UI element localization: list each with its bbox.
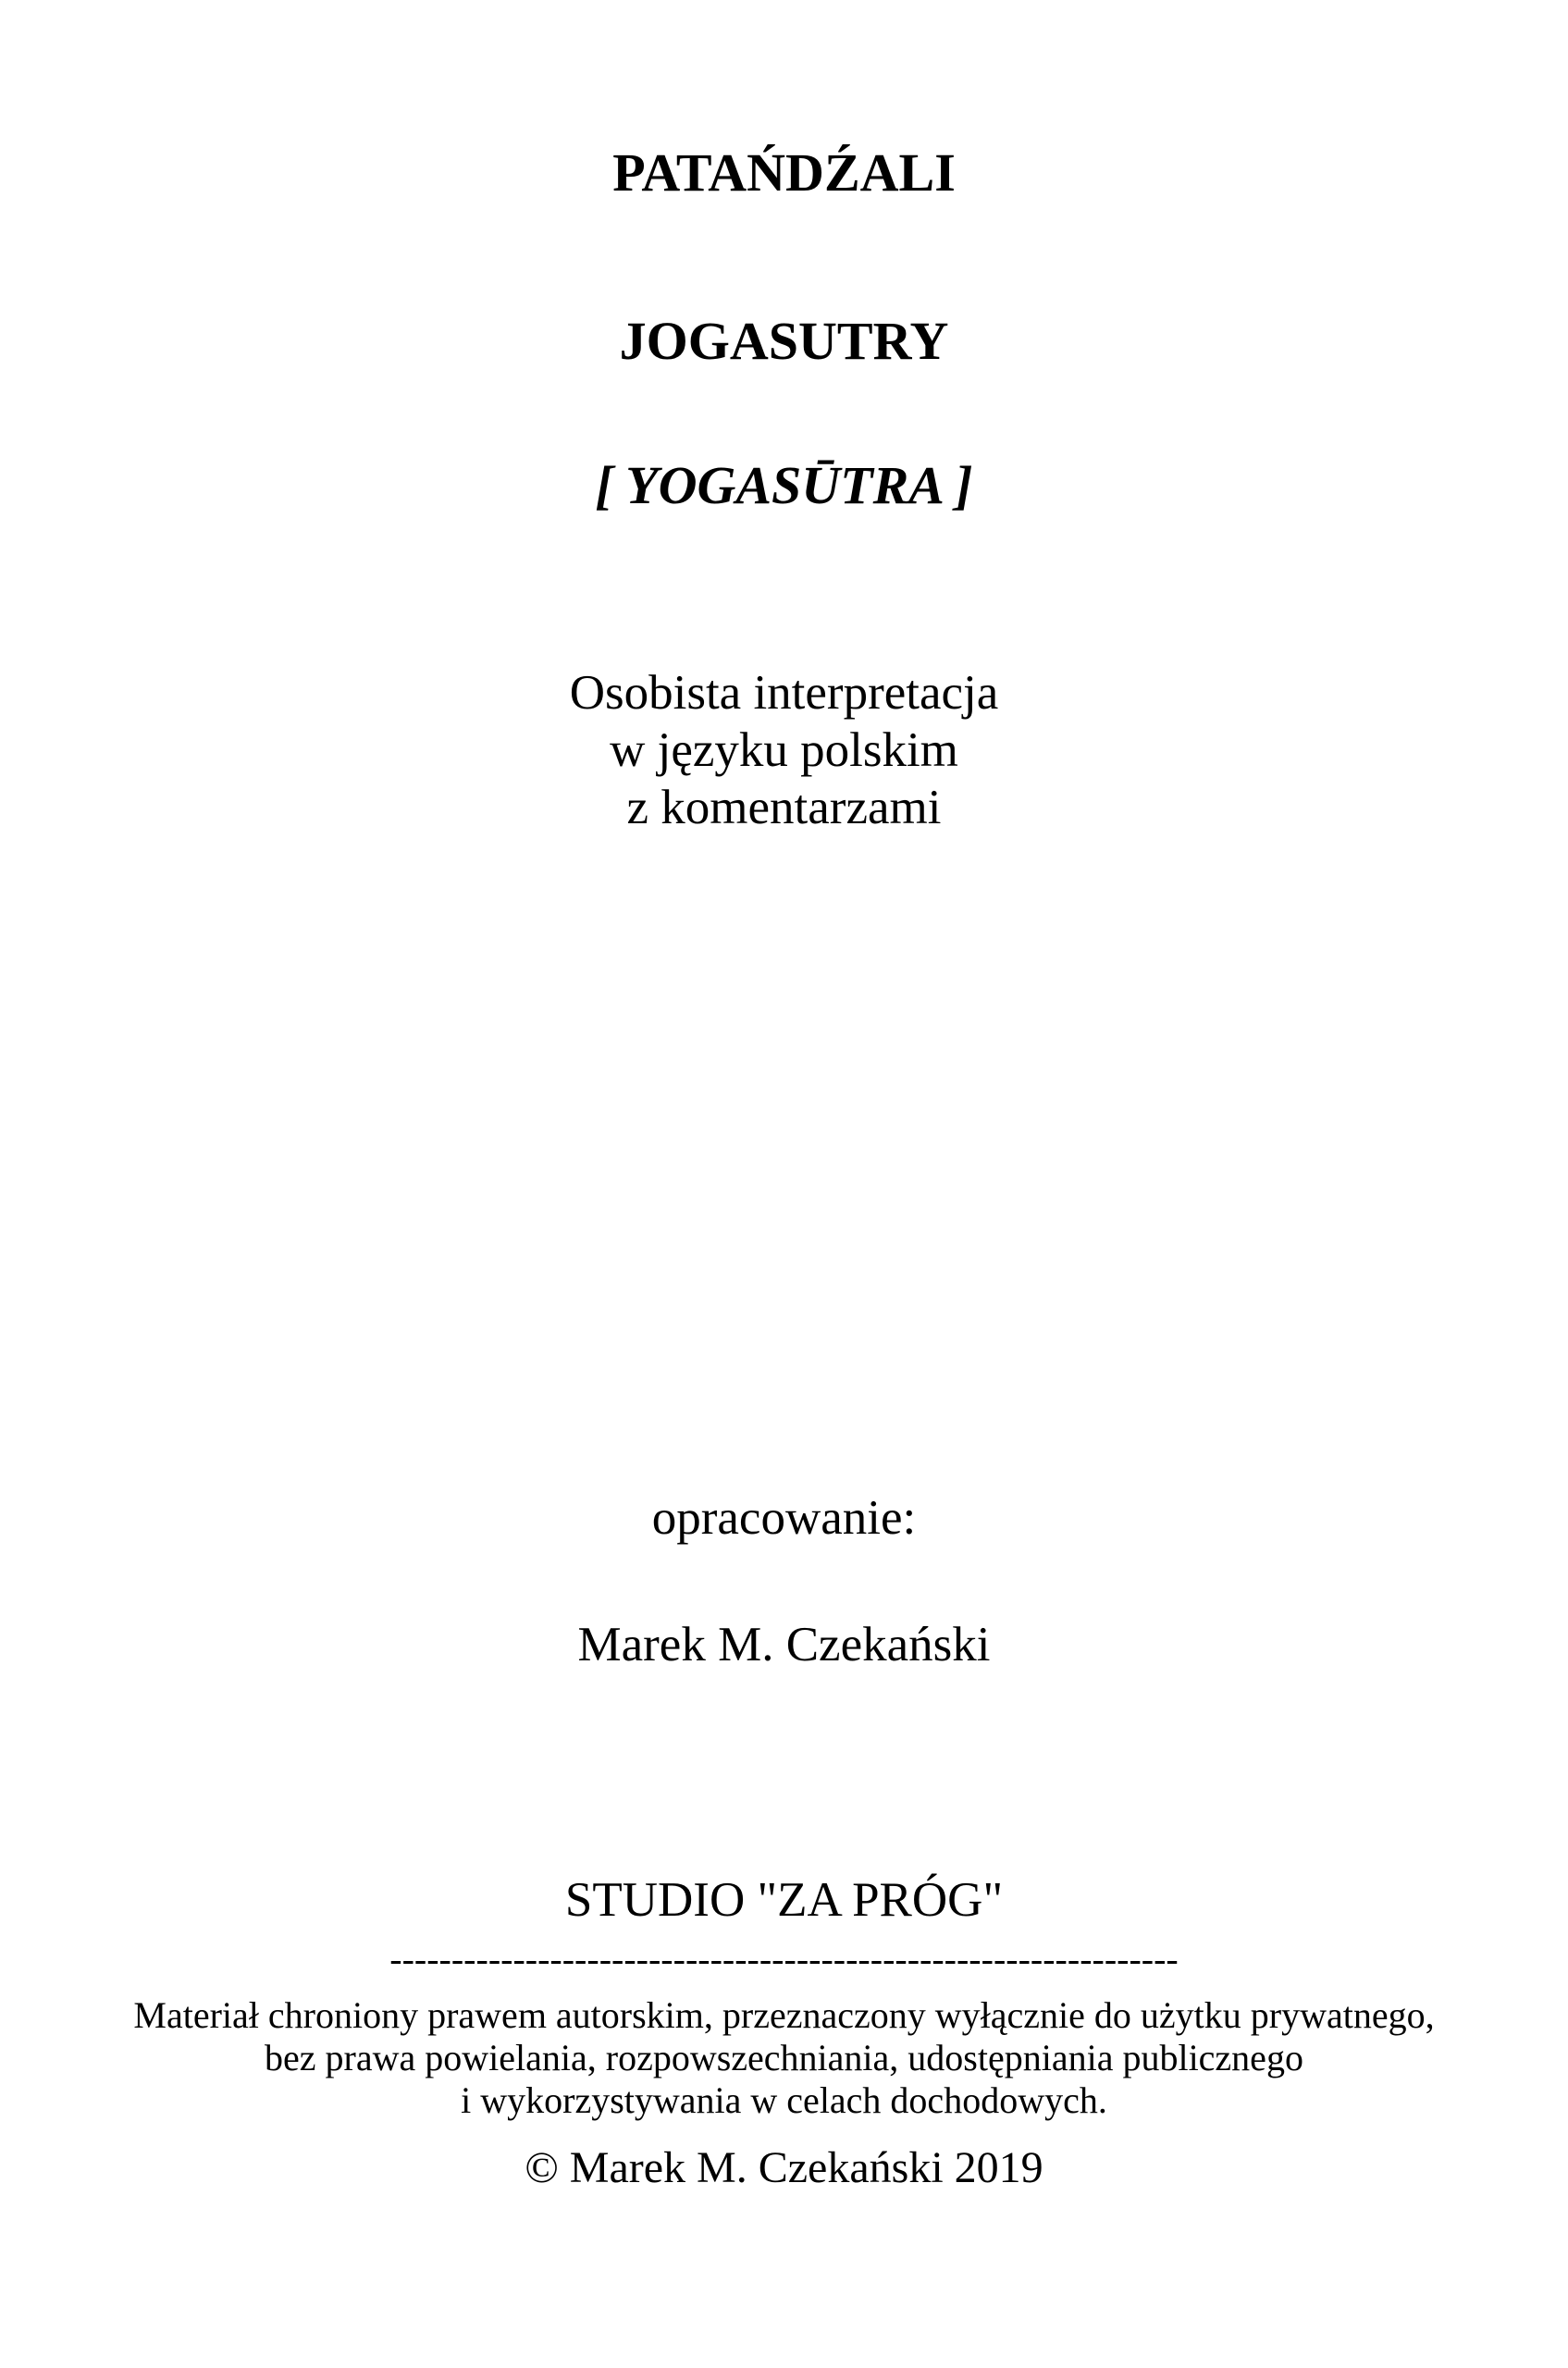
subtitle-line: z komentarzami bbox=[626, 781, 942, 834]
author-name: Marek M. Czekański bbox=[577, 1618, 991, 1671]
copyright-notice bbox=[0, 1994, 1568, 2122]
notice-line: Materiał chroniony prawem autorskim, przeznaczony wyłącznie do użytku prywatnego, bbox=[133, 1994, 1435, 2036]
book-title-sanskrit: [ YOGASŪTRA ] bbox=[595, 455, 973, 515]
subtitle-line: w języku polskim bbox=[610, 723, 958, 777]
publisher-name: STUDIO "ZA PRÓG" bbox=[564, 1873, 1004, 1927]
book-title-polish: JOGASUTRY bbox=[619, 311, 949, 371]
subtitle-line: Osobista interpretacja bbox=[569, 666, 999, 720]
dashed-divider: ---------------------------------------------------------------- bbox=[389, 1938, 1179, 1980]
prepared-by-label: opracowanie: bbox=[651, 1491, 917, 1545]
notice-line: bez prawa powielania, rozpowszechniania, udostępniania publicznego bbox=[265, 2037, 1303, 2078]
copyright-line: © Marek M. Czekański 2019 bbox=[525, 2143, 1043, 2192]
subtitle bbox=[0, 664, 1568, 836]
notice-line: i wykorzystywania w celach dochodowych. bbox=[461, 2079, 1107, 2121]
author-heading: PATAŃDŹALI bbox=[612, 142, 956, 203]
